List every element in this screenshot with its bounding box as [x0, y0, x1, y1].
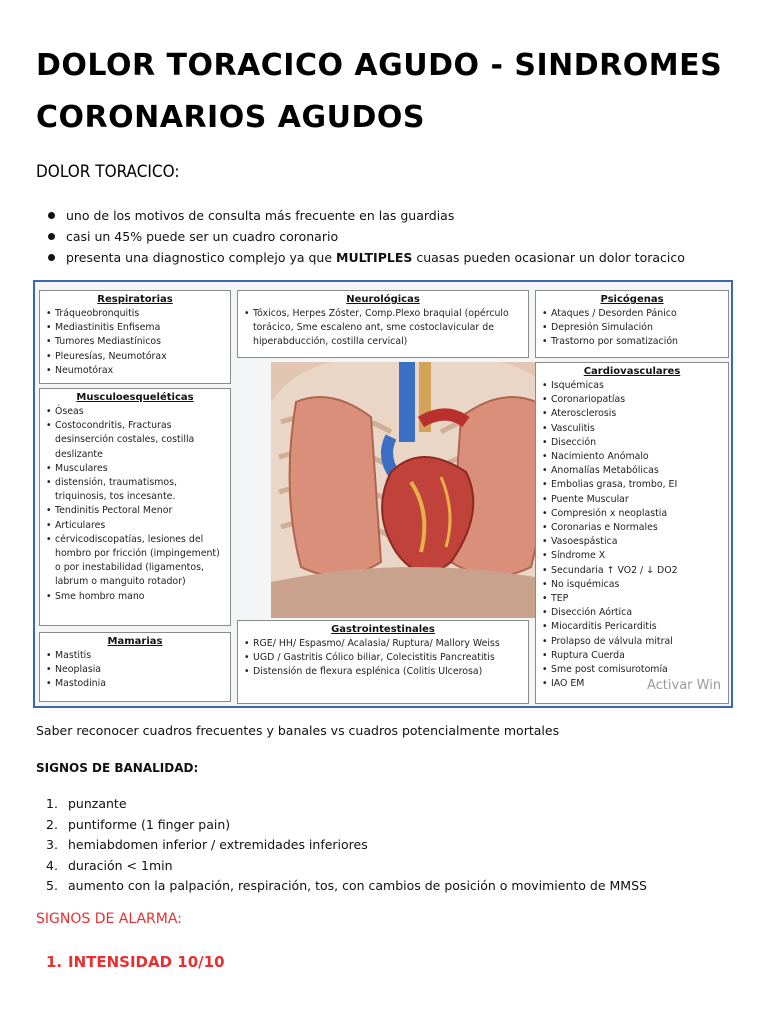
signos-banalidad-list — [46, 794, 647, 897]
intro-bullet-list — [46, 205, 685, 268]
musculoesqueleticas-item: • cérvicodiscopatías, lesiones del hombro por fricción (impingement) o por inestabilidad (ligamentos, labrum o manguito rotador) — [46, 533, 224, 590]
cardiovasculares-item: • Isquémicas — [542, 379, 722, 393]
gastrointestinales-title: Gastrointestinales — [331, 624, 435, 635]
cardiovasculares-title: Cardiovasculares — [583, 366, 681, 377]
cardiovasculares-item: • Ruptura Cuerda — [542, 649, 722, 663]
cardiovasculares-item: • Miocarditis Pericarditis — [542, 620, 722, 634]
thorax-anatomy-drawing — [271, 362, 561, 618]
neurologicas-box — [237, 290, 529, 358]
page-title: DOLOR TORACICO AGUDO - SINDROMES CORONARIOS AGUDOS — [36, 48, 723, 135]
psicogenas-item: • Ataques / Desorden Pánico — [542, 307, 722, 321]
psicogenas-box — [535, 290, 729, 358]
cardiovasculares-item: • Compresión x neoplastia — [542, 507, 722, 521]
bullet-text-post: cuasas pueden ocasionar un dolor toracico — [412, 250, 685, 265]
alarma-item — [46, 953, 225, 971]
item-text: aumento con la palpación, respiración, tos, con cambios de posición o movimiento de MMSS — [68, 878, 647, 893]
musculoesqueleticas-item: • Musculares — [46, 462, 224, 476]
cardiovasculares-item: • Síndrome X — [542, 549, 722, 563]
cardiovasculares-item: • Vasoespástica — [542, 535, 722, 549]
item-text: puntiforme (1 finger pain) — [68, 816, 231, 832]
musculoesqueleticas-item: • Óseas — [46, 405, 224, 419]
chest-pain-causes-figure — [33, 280, 733, 708]
banalidad-item — [46, 794, 647, 815]
cardiovasculares-item: • Anomalías Metabólicas — [542, 464, 722, 478]
respiratorias-item: • Tumores Mediastínicos — [46, 335, 224, 349]
psicogenas-item: • Trastorno por somatización — [542, 335, 722, 349]
cardiovasculares-item: • Vasculitis — [542, 422, 722, 436]
gastrointestinales-item: • UGD / Gastritis Cólico biliar, Colecistitis Pancreatitis — [244, 651, 522, 665]
bullet-item: uno de los motivos de consulta más frecuente en las guardias — [46, 205, 685, 226]
cardiovasculares-item: • Coronarias e Normales — [542, 521, 722, 535]
cardiovasculares-item: • Secundaria ↑ VO2 / ↓ DO2 — [542, 564, 722, 578]
cardiovasculares-item: • Aterosclerosis — [542, 407, 722, 421]
signos-alarma-heading: SIGNOS DE ALARMA: — [36, 911, 182, 927]
cardiovasculares-box — [535, 362, 729, 704]
signos-alarma-list — [46, 953, 225, 971]
psicogenas-title: Psicógenas — [600, 294, 664, 305]
bullet-text-pre: presenta una diagnostico complejo ya que — [66, 250, 337, 265]
cardiovasculares-item: • Nacimiento Anómalo — [542, 450, 722, 464]
cardiovasculares-item: • Prolapso de válvula mitral — [542, 635, 722, 649]
mamarias-title: Mamarias — [107, 636, 163, 647]
item-number: 3. — [46, 837, 58, 852]
musculoesqueleticas-box — [39, 388, 231, 626]
signos-banalidad-heading: SIGNOS DE BANALIDAD: — [36, 761, 199, 775]
bullet-text-bold: MULTIPLES — [336, 250, 413, 265]
cardiovasculares-item: • TEP — [542, 592, 722, 606]
item-number: 1. — [46, 953, 63, 971]
respiratorias-item: • Pleuresías, Neumotórax — [46, 350, 224, 364]
item-number: 5. — [46, 878, 58, 893]
musculoesqueleticas-title: Musculoesqueléticas — [76, 392, 194, 403]
item-number: 1. — [46, 796, 58, 811]
item-number: 4. — [46, 857, 58, 873]
respiratorias-title: Respiratorias — [97, 294, 173, 305]
section-heading-dolor-toracico: DOLOR TORACICO: — [36, 162, 180, 182]
respiratorias-item: • Mediastinitis Enfisema — [46, 321, 224, 335]
banalidad-item — [46, 835, 647, 856]
psicogenas-item: • Depresión Simulación — [542, 321, 722, 335]
cardiovasculares-item: • Disección — [542, 436, 722, 450]
banalidad-item — [46, 815, 647, 836]
cardiovasculares-item: • No isquémicas — [542, 578, 722, 592]
cardiovasculares-item: • Sme post comisurotomía — [542, 663, 722, 677]
musculoesqueleticas-item: • Sme hombro mano — [46, 590, 224, 604]
cardiovasculares-item: • IAO EM — [542, 677, 722, 691]
banalidad-item — [46, 856, 647, 877]
item-text: duración < 1min — [68, 857, 173, 873]
mamarias-item: • Mastodinia — [46, 677, 224, 691]
musculoesqueleticas-item: • Tendinitis Pectoral Menor — [46, 504, 224, 518]
gastrointestinales-item: • Distensión de flexura esplénica (Colitis Ulcerosa) — [244, 665, 522, 679]
item-number: 2. — [46, 816, 58, 832]
cardiovasculares-item: • Disección Aórtica — [542, 606, 722, 620]
cardiovasculares-item: • Puente Muscular — [542, 493, 722, 507]
thorax-anatomy-illustration — [271, 362, 561, 618]
cardiovasculares-item: • Embolias grasa, trombo, EI — [542, 478, 722, 492]
bullet-item — [46, 247, 685, 268]
gastrointestinales-item: • RGE/ HH/ Espasmo/ Acalasia/ Ruptura/ Mallory Weiss — [244, 637, 522, 651]
cardiovasculares-item: • Coronariopatías — [542, 393, 722, 407]
musculoesqueleticas-item: • Costocondritis, Fracturas desinserción costales, costilla deslizante — [46, 419, 224, 462]
musculoesqueleticas-item: • Articulares — [46, 519, 224, 533]
respiratorias-box — [39, 290, 231, 384]
respiratorias-item: • Neumotórax — [46, 364, 224, 378]
mamarias-item: • Mastitis — [46, 649, 224, 663]
banalidad-item — [46, 876, 647, 897]
saber-text: Saber reconocer cuadros frecuentes y banales vs cuadros potencialmente mortales — [36, 723, 560, 738]
musculoesqueleticas-item: • distensión, traumatismos, triquinosis, tos incesante. — [46, 476, 224, 504]
activation-watermark: Activar Win — [647, 678, 722, 693]
neurologicas-text: • Tóxicos, Herpes Zóster, Comp.Plexo braquial (opérculo torácico, Sme escaleno ant, sme costoclavicular de hiperabducción, costilla cervical) — [244, 307, 522, 350]
respiratorias-item: • Tráqueobronquitis — [46, 307, 224, 321]
bullet-item: casi un 45% puede ser un cuadro coronario — [46, 226, 685, 247]
item-text: punzante — [68, 796, 127, 811]
item-text: hemiabdomen inferior / extremidades inferiores — [68, 837, 368, 852]
gastrointestinales-box — [237, 620, 529, 704]
mamarias-box — [39, 632, 231, 702]
neurologicas-title: Neurológicas — [346, 294, 420, 305]
mamarias-item: • Neoplasia — [46, 663, 224, 677]
item-text: INTENSIDAD 10/10 — [68, 953, 225, 971]
